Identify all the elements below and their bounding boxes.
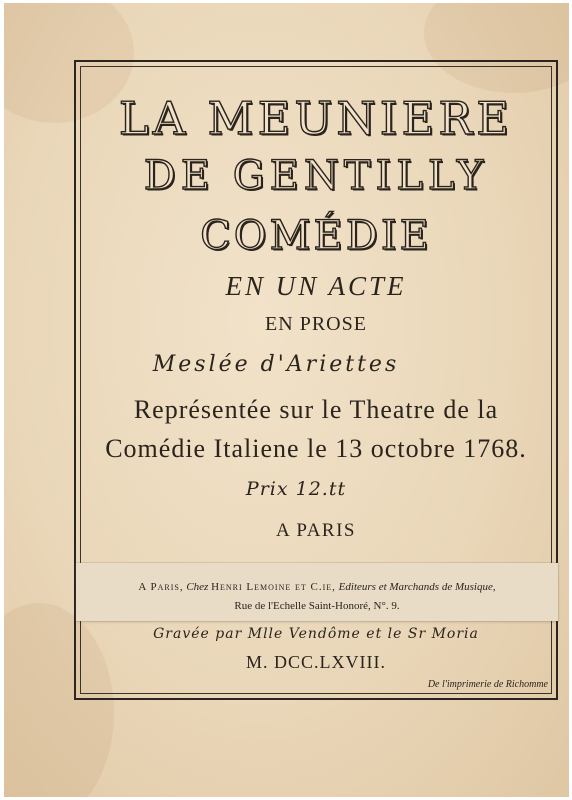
engraver-line: Gravée par Mlle Vendôme et le Sr Moria — [153, 626, 479, 642]
place-line: A PARIS — [275, 520, 357, 541]
publisher-name: Henri Lemoine et C.ie, — [211, 581, 336, 593]
title-line-1: LA MEUNIERE — [118, 92, 514, 145]
ariettes-line: Meslée d'Ariettes — [152, 352, 400, 377]
performance-line-2: Comédie Italiene le 13 octobre 1768. — [105, 434, 527, 463]
publisher-label — [76, 563, 558, 621]
publisher-role: Editeurs et Marchands de Musique, — [338, 581, 496, 593]
genre-heading: COMÉDIE — [200, 213, 432, 259]
performance-line-1: Représentée sur le Theatre de la — [133, 395, 499, 424]
publisher-label-line-1 — [76, 581, 558, 593]
form-line: EN PROSE — [265, 313, 367, 335]
publisher-chez: Chez — [186, 581, 209, 593]
price-line: Prix 12.tt — [245, 478, 347, 500]
title-line-2: DE GENTILLY — [143, 153, 489, 199]
publisher-city: A Paris, — [138, 581, 184, 593]
year-line: M. DCC.LXVIII. — [246, 652, 386, 672]
acts-line: EN UN ACTE — [225, 271, 407, 301]
imprint-line: De l'imprimerie de Richomme — [427, 679, 548, 690]
publisher-address: Rue de l'Echelle Saint-Honoré, N°. 9. — [234, 600, 400, 612]
